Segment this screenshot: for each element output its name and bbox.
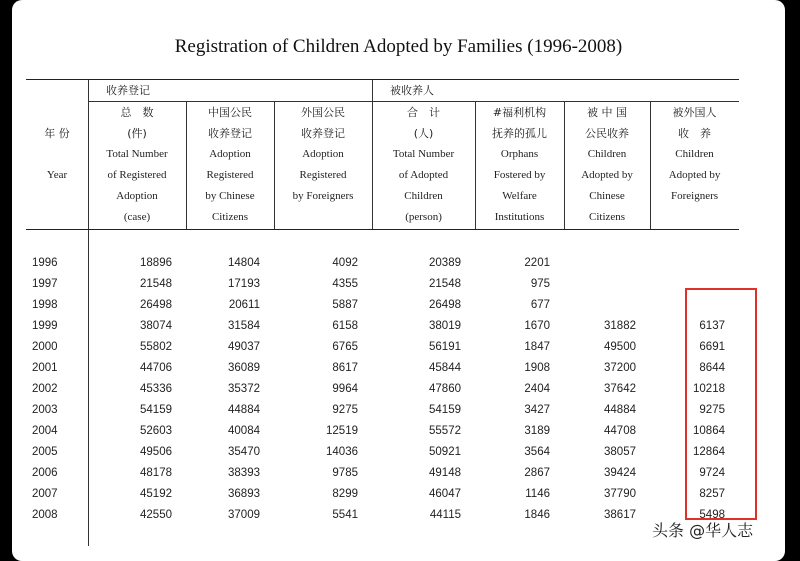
value-cell: 3189 <box>524 424 550 437</box>
year-cell: 2000 <box>32 340 58 353</box>
group-adoption-registration: 收养登记 <box>88 80 372 102</box>
value-cell: 44708 <box>604 424 636 437</box>
value-cell: 49500 <box>604 340 636 353</box>
value-cell: 3564 <box>524 445 550 458</box>
table-row <box>26 252 739 273</box>
value-cell: 8299 <box>332 487 358 500</box>
col-label-line: (件) <box>127 127 147 140</box>
value-cell: 54159 <box>429 403 461 416</box>
col-label-line: 收 养 <box>678 127 712 140</box>
value-cell: 6137 <box>699 319 725 332</box>
value-cell: 44884 <box>228 403 260 416</box>
value-cell: 49506 <box>140 445 172 458</box>
value-cell: 49037 <box>228 340 260 353</box>
value-cell: 975 <box>530 277 550 290</box>
value-cell: 21548 <box>140 277 172 290</box>
value-cell: 50921 <box>429 445 461 458</box>
col-foreign-registered <box>274 102 372 229</box>
col-label-line: Institutions <box>494 211 545 223</box>
value-cell: 37642 <box>604 382 636 395</box>
value-cell: 38019 <box>429 319 461 332</box>
year-header <box>26 102 88 229</box>
value-cell: 35470 <box>228 445 260 458</box>
value-cell: 46047 <box>429 487 461 500</box>
col-label-line: #福利机构 <box>492 106 547 119</box>
value-cell: 2867 <box>524 466 550 479</box>
value-cell: 4092 <box>332 256 358 269</box>
year-header-cn: 年 份 <box>44 126 70 140</box>
year-header-spacer <box>26 80 88 102</box>
value-cell: 1670 <box>524 319 550 332</box>
value-cell: 37009 <box>228 508 260 521</box>
value-cell: 9724 <box>699 466 725 479</box>
value-cell: 44706 <box>140 361 172 374</box>
table-row <box>26 315 739 336</box>
value-cell: 39424 <box>604 466 636 479</box>
value-cell: 8617 <box>332 361 358 374</box>
year-cell: 1997 <box>32 277 58 290</box>
column-divider <box>186 101 187 229</box>
value-cell: 40084 <box>228 424 260 437</box>
table-row <box>26 441 739 462</box>
year-cell: 2005 <box>32 445 58 458</box>
col-label-line: 收养登记 <box>208 127 252 140</box>
value-cell: 14804 <box>228 256 260 269</box>
table-row <box>26 399 739 420</box>
col-label-line: Adoption <box>302 148 344 160</box>
col-label-line: 公民收养 <box>585 127 630 140</box>
value-cell: 2201 <box>524 256 550 269</box>
value-cell: 31882 <box>604 319 636 332</box>
value-cell: 677 <box>530 298 550 311</box>
value-cell: 31584 <box>228 319 260 332</box>
col-label-line: of Registered <box>107 169 167 181</box>
value-cell <box>564 273 650 294</box>
table-row <box>26 336 739 357</box>
col-label-line: (case) <box>123 211 151 223</box>
column-divider <box>475 101 476 229</box>
col-adopted-by-foreigners <box>650 102 739 229</box>
value-cell: 37200 <box>604 361 636 374</box>
value-cell: 38393 <box>228 466 260 479</box>
column-divider <box>274 101 275 229</box>
table-row <box>26 462 739 483</box>
value-cell: 6691 <box>699 340 725 353</box>
col-label-line: 抚养的孤儿 <box>492 127 548 140</box>
col-label-line: Orphans <box>500 148 539 160</box>
year-cell: 1996 <box>32 256 58 269</box>
col-label-line: Adopted by <box>668 169 721 181</box>
value-cell <box>650 252 739 273</box>
value-cell: 6765 <box>332 340 358 353</box>
year-cell: 2006 <box>32 466 58 479</box>
value-cell: 8644 <box>699 361 725 374</box>
col-label-line: by Chinese <box>205 190 255 202</box>
value-cell: 42550 <box>140 508 172 521</box>
value-cell: 52603 <box>140 424 172 437</box>
value-cell: 44884 <box>604 403 636 416</box>
value-cell: 1846 <box>524 508 550 521</box>
highlight-box <box>685 288 757 520</box>
value-cell: 26498 <box>429 298 461 311</box>
value-cell: 8257 <box>699 487 725 500</box>
value-cell: 45336 <box>140 382 172 395</box>
year-cell: 2003 <box>32 403 58 416</box>
year-cell: 2001 <box>32 361 58 374</box>
value-cell: 1847 <box>524 340 550 353</box>
value-cell: 55572 <box>429 424 461 437</box>
year-header-en: Year <box>46 168 68 181</box>
value-cell: 26498 <box>140 298 172 311</box>
year-cell: 1999 <box>32 319 58 332</box>
col-label-line: Total Number <box>392 148 455 160</box>
value-cell: 55802 <box>140 340 172 353</box>
value-cell: 10864 <box>693 424 725 437</box>
col-label-line: Adoption <box>116 190 158 202</box>
value-cell: 56191 <box>429 340 461 353</box>
col-label-line: by Foreigners <box>292 190 354 202</box>
value-cell: 5498 <box>699 508 725 521</box>
column-divider <box>564 101 565 229</box>
year-cell: 2008 <box>32 508 58 521</box>
value-cell: 12864 <box>693 445 725 458</box>
value-cell: 45192 <box>140 487 172 500</box>
col-label-line: 收养登记 <box>301 127 346 140</box>
col-chinese-registered <box>186 102 274 229</box>
value-cell: 5541 <box>332 508 358 521</box>
col-label-line: Welfare <box>502 190 537 202</box>
col-label-line: 被 中 国 <box>587 106 628 119</box>
col-label-line: Children <box>675 148 714 160</box>
col-total-adopted <box>372 102 475 229</box>
value-cell: 35372 <box>228 382 260 395</box>
value-cell: 38074 <box>140 319 172 332</box>
table-header <box>26 80 739 228</box>
year-cell: 2004 <box>32 424 58 437</box>
year-cell: 2007 <box>32 487 58 500</box>
col-label-line: Adoption <box>209 148 251 160</box>
col-label-line: (人) <box>413 127 434 140</box>
value-cell: 37790 <box>604 487 636 500</box>
value-cell: 45844 <box>429 361 461 374</box>
col-label-line: Fostered by <box>493 169 546 181</box>
col-label-line: (person) <box>405 211 442 223</box>
value-cell: 20611 <box>228 298 260 311</box>
table-row <box>26 420 739 441</box>
table-row <box>26 357 739 378</box>
value-cell: 38617 <box>604 508 636 521</box>
document-page <box>12 0 785 561</box>
value-cell: 12519 <box>326 424 358 437</box>
value-cell: 9964 <box>332 382 358 395</box>
value-cell: 9785 <box>332 466 358 479</box>
table-row <box>26 504 739 525</box>
value-cell: 49148 <box>429 466 461 479</box>
col-orphans-welfare <box>475 102 564 229</box>
value-cell: 36089 <box>228 361 260 374</box>
value-cell: 3427 <box>524 403 550 416</box>
header-rule <box>26 229 739 230</box>
table-row <box>26 294 739 315</box>
col-label-line: 外国公民 <box>301 106 346 119</box>
value-cell: 38057 <box>604 445 636 458</box>
value-cell: 17193 <box>228 277 260 290</box>
value-cell: 21548 <box>429 277 461 290</box>
value-cell <box>564 294 650 315</box>
col-label-line: Chinese <box>589 190 625 202</box>
year-cell: 2002 <box>32 382 58 395</box>
value-cell: 6158 <box>332 319 358 332</box>
value-cell: 20389 <box>429 256 461 269</box>
watermark: 头条 @华人志 <box>652 521 754 540</box>
value-cell: 1146 <box>525 487 550 500</box>
col-label-line: 被外国人 <box>672 106 717 119</box>
col-label-line: Citizens <box>211 211 249 223</box>
col-label-line: 总 数 <box>120 106 154 119</box>
data-table <box>26 252 739 525</box>
col-label-line: Adopted by <box>581 169 633 181</box>
value-cell <box>564 252 650 273</box>
group-adopted-children: 被收养人 <box>372 80 739 102</box>
value-cell: 14036 <box>326 445 358 458</box>
col-label-line: Children <box>404 190 443 202</box>
col-label-line: Registered <box>299 169 347 181</box>
value-cell: 2404 <box>524 382 550 395</box>
col-label-line: Children <box>587 148 627 160</box>
value-cell: 9275 <box>332 403 358 416</box>
value-cell: 9275 <box>699 403 725 416</box>
value-cell: 1908 <box>524 361 550 374</box>
value-cell: 47860 <box>429 382 461 395</box>
value-cell: 48178 <box>140 466 172 479</box>
page-title: Registration of Children Adopted by Families (1996-2008) <box>174 36 623 57</box>
value-cell: 18896 <box>140 256 172 269</box>
table-row <box>26 378 739 399</box>
col-total-registered <box>88 102 186 229</box>
col-adopted-by-chinese <box>564 102 650 229</box>
col-label-line: 中国公民 <box>208 106 252 119</box>
value-cell: 4355 <box>332 277 358 290</box>
col-label-line: Foreigners <box>671 190 719 202</box>
value-cell: 54159 <box>140 403 172 416</box>
value-cell: 44115 <box>429 508 461 521</box>
year-cell: 1998 <box>32 298 58 311</box>
col-label-line: Citizens <box>589 211 626 223</box>
value-cell: 10218 <box>693 382 725 395</box>
column-divider <box>372 80 373 229</box>
col-label-line: of Adopted <box>398 169 449 181</box>
value-cell: 5887 <box>332 298 358 311</box>
col-label-line: 合 计 <box>407 106 441 119</box>
column-divider <box>650 101 651 229</box>
col-label-line: Total Number <box>106 148 168 160</box>
value-cell: 36893 <box>228 487 260 500</box>
table-row <box>26 483 739 504</box>
col-label-line: Registered <box>206 169 254 181</box>
table-row <box>26 273 739 294</box>
